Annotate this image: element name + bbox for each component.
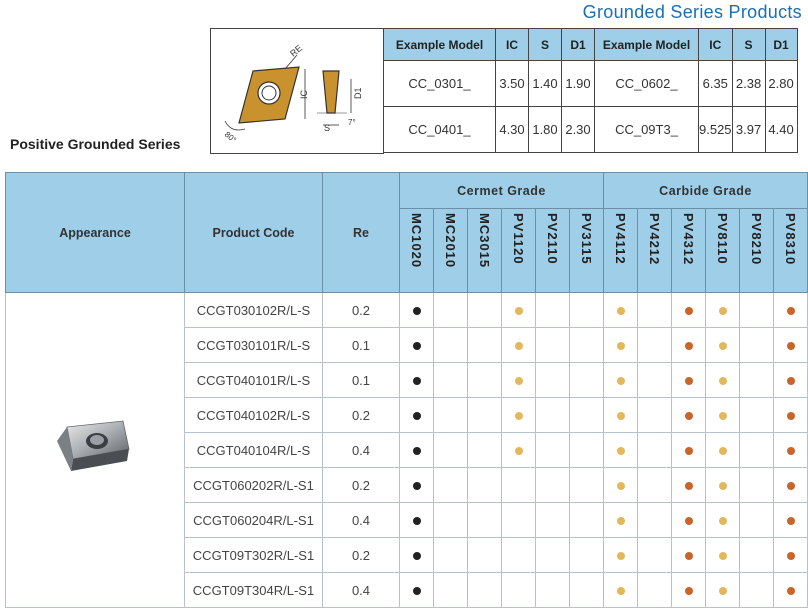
product-code-cell: CCGT040102R/L-S <box>185 398 323 433</box>
example-header: S <box>529 29 562 61</box>
grade-availability-cell <box>570 468 604 503</box>
grade-column-header <box>434 209 468 293</box>
re-cell: 0.4 <box>323 573 400 608</box>
grade-column-header <box>638 209 672 293</box>
grade-availability-cell <box>706 573 740 608</box>
re-cell: 0.2 <box>323 293 400 328</box>
yellow-dot-icon <box>719 587 727 595</box>
grade-availability-cell <box>706 468 740 503</box>
grade-availability-cell <box>604 503 638 538</box>
grade-availability-cell <box>536 468 570 503</box>
yellow-dot-icon <box>719 377 727 385</box>
yellow-dot-icon <box>719 412 727 420</box>
example-cell: CC_09T3_ <box>595 107 699 153</box>
example-header: S <box>732 29 765 61</box>
grade-availability-cell <box>740 503 774 538</box>
insert-photo <box>53 419 137 481</box>
grade-column-header <box>740 209 774 293</box>
grade-availability-cell <box>774 538 808 573</box>
grade-availability-cell <box>672 468 706 503</box>
grade-column-header <box>604 209 638 293</box>
appearance-header: Appearance <box>6 173 185 293</box>
series-label: Positive Grounded Series <box>10 136 181 152</box>
grade-availability-cell <box>638 398 672 433</box>
grade-availability-cell <box>774 363 808 398</box>
black-dot-icon <box>413 447 421 455</box>
grade-availability-cell <box>706 398 740 433</box>
grade-availability-cell <box>502 433 536 468</box>
grade-availability-cell <box>706 503 740 538</box>
product-code-cell: CCGT030102R/L-S <box>185 293 323 328</box>
grade-header-row <box>6 173 808 209</box>
grade-availability-cell <box>434 293 468 328</box>
example-cell: 4.40 <box>765 107 797 153</box>
grade-availability-cell <box>536 398 570 433</box>
orange-dot-icon <box>685 587 693 595</box>
grade-availability-cell <box>672 293 706 328</box>
grade-availability-cell <box>502 363 536 398</box>
orange-dot-icon <box>787 552 795 560</box>
yellow-dot-icon <box>719 552 727 560</box>
insert-diagram-svg <box>211 29 385 155</box>
yellow-dot-icon <box>617 517 625 525</box>
yellow-dot-icon <box>719 447 727 455</box>
example-row <box>384 107 798 153</box>
yellow-dot-icon <box>617 307 625 315</box>
product-code-cell: CCGT030101R/L-S <box>185 328 323 363</box>
re-cell: 0.2 <box>323 538 400 573</box>
black-dot-icon <box>413 377 421 385</box>
example-model-table <box>383 28 798 153</box>
example-header-row <box>384 29 798 61</box>
grade-availability-cell <box>740 538 774 573</box>
grade-name: MC3015 <box>477 213 492 269</box>
re-cell: 0.2 <box>323 468 400 503</box>
insert-diagram <box>210 28 384 154</box>
re-cell: 0.1 <box>323 328 400 363</box>
yellow-dot-icon <box>617 342 625 350</box>
grade-availability-cell <box>638 538 672 573</box>
grade-availability-cell <box>502 398 536 433</box>
grade-availability-cell <box>434 538 468 573</box>
orange-dot-icon <box>787 587 795 595</box>
orange-dot-icon <box>685 412 693 420</box>
grade-column-header <box>570 209 604 293</box>
grade-availability-cell <box>604 328 638 363</box>
grade-availability-cell <box>434 503 468 538</box>
grade-column-header <box>706 209 740 293</box>
grade-availability-cell <box>434 573 468 608</box>
black-dot-icon <box>413 552 421 560</box>
grade-availability-cell <box>536 328 570 363</box>
grade-table-body <box>6 293 808 608</box>
page-title: Grounded Series Products <box>582 2 802 22</box>
product-code-cell: CCGT040101R/L-S <box>185 363 323 398</box>
yellow-dot-icon <box>617 447 625 455</box>
s-label: S <box>324 123 331 133</box>
orange-dot-icon <box>787 307 795 315</box>
orange-dot-icon <box>787 342 795 350</box>
grade-table <box>5 172 808 608</box>
grade-availability-cell <box>638 363 672 398</box>
grade-availability-cell <box>536 503 570 538</box>
example-cell: CC_0301_ <box>384 61 496 107</box>
grade-availability-cell <box>604 398 638 433</box>
grade-availability-cell <box>400 328 434 363</box>
grade-name: MC2010 <box>443 213 458 269</box>
grade-availability-cell <box>740 328 774 363</box>
example-cell: CC_0401_ <box>384 107 496 153</box>
d1-label: D1 <box>353 87 363 99</box>
grade-column-header <box>502 209 536 293</box>
grade-availability-cell <box>672 398 706 433</box>
grade-name: PV1120 <box>511 213 526 265</box>
grade-availability-cell <box>774 573 808 608</box>
grade-availability-cell <box>536 538 570 573</box>
grade-availability-cell <box>638 468 672 503</box>
grade-availability-cell <box>638 328 672 363</box>
yellow-dot-icon <box>617 412 625 420</box>
grade-availability-cell <box>468 293 502 328</box>
product-code-header: Product Code <box>185 173 323 293</box>
re-cell: 0.1 <box>323 363 400 398</box>
grade-availability-cell <box>706 293 740 328</box>
grade-availability-cell <box>740 573 774 608</box>
grade-availability-cell <box>774 398 808 433</box>
orange-dot-icon <box>685 447 693 455</box>
grade-availability-cell <box>570 363 604 398</box>
grade-availability-cell <box>468 363 502 398</box>
yellow-dot-icon <box>515 342 523 350</box>
grade-availability-cell <box>604 573 638 608</box>
grade-availability-cell <box>536 363 570 398</box>
grade-column-header <box>774 209 808 293</box>
grade-availability-cell <box>570 293 604 328</box>
grade-availability-cell <box>468 468 502 503</box>
grade-name: PV2110 <box>545 213 560 265</box>
product-code-cell: CCGT09T304R/L-S1 <box>185 573 323 608</box>
example-cell: CC_0602_ <box>595 61 699 107</box>
grade-name: PV8310 <box>783 213 798 266</box>
grade-availability-cell <box>400 468 434 503</box>
grade-availability-cell <box>774 328 808 363</box>
re-cell: 0.4 <box>323 433 400 468</box>
product-code-cell: CCGT060204R/L-S1 <box>185 503 323 538</box>
grade-name: PV4312 <box>681 213 696 266</box>
grade-availability-cell <box>774 433 808 468</box>
grade-availability-cell <box>400 293 434 328</box>
grade-availability-cell <box>536 573 570 608</box>
orange-dot-icon <box>685 307 693 315</box>
grade-availability-cell <box>740 468 774 503</box>
grade-column-header <box>536 209 570 293</box>
example-cell: 9.525 <box>699 107 733 153</box>
grade-availability-cell <box>740 293 774 328</box>
orange-dot-icon <box>787 412 795 420</box>
grade-availability-cell <box>706 328 740 363</box>
grade-availability-cell <box>570 503 604 538</box>
grade-column-header <box>400 209 434 293</box>
yellow-dot-icon <box>719 517 727 525</box>
grade-availability-cell <box>638 503 672 538</box>
example-row <box>384 61 798 107</box>
grade-column-header <box>468 209 502 293</box>
grade-availability-cell <box>434 468 468 503</box>
grade-availability-cell <box>536 433 570 468</box>
grade-availability-cell <box>672 433 706 468</box>
grade-availability-cell <box>672 328 706 363</box>
grade-availability-cell <box>468 433 502 468</box>
grade-name: MC1020 <box>409 213 424 269</box>
example-cell: 4.30 <box>496 107 529 153</box>
orange-dot-icon <box>787 482 795 490</box>
example-header: Example Model <box>595 29 699 61</box>
grade-availability-cell <box>570 328 604 363</box>
yellow-dot-icon <box>515 307 523 315</box>
grade-availability-cell <box>740 363 774 398</box>
grade-availability-cell <box>604 293 638 328</box>
example-cell: 6.35 <box>699 61 733 107</box>
grade-availability-cell <box>570 573 604 608</box>
yellow-dot-icon <box>617 587 625 595</box>
example-header: IC <box>496 29 529 61</box>
grade-availability-cell <box>672 538 706 573</box>
yellow-dot-icon <box>719 307 727 315</box>
orange-dot-icon <box>787 377 795 385</box>
example-cell: 2.38 <box>732 61 765 107</box>
grade-availability-cell <box>706 433 740 468</box>
example-header: D1 <box>562 29 595 61</box>
grade-name: PV8110 <box>715 213 730 265</box>
grade-availability-cell <box>672 363 706 398</box>
grade-availability-cell <box>434 433 468 468</box>
grade-availability-cell <box>434 398 468 433</box>
grade-availability-cell <box>672 503 706 538</box>
table-row <box>6 293 808 328</box>
re-header: Re <box>323 173 400 293</box>
grade-availability-cell <box>638 573 672 608</box>
yellow-dot-icon <box>719 342 727 350</box>
grade-availability-cell <box>774 293 808 328</box>
example-header: Example Model <box>384 29 496 61</box>
grade-availability-cell <box>570 538 604 573</box>
example-cell: 1.90 <box>562 61 595 107</box>
appearance-cell <box>6 293 185 608</box>
grade-availability-cell <box>604 363 638 398</box>
yellow-dot-icon <box>515 377 523 385</box>
yellow-dot-icon <box>617 552 625 560</box>
grade-availability-cell <box>570 398 604 433</box>
yellow-dot-icon <box>617 377 625 385</box>
orange-dot-icon <box>685 517 693 525</box>
grade-availability-cell <box>774 503 808 538</box>
orange-dot-icon <box>685 482 693 490</box>
grade-availability-cell <box>774 468 808 503</box>
orange-dot-icon <box>787 447 795 455</box>
grade-name: PV3115 <box>579 213 594 265</box>
black-dot-icon <box>413 307 421 315</box>
grade-availability-cell <box>706 538 740 573</box>
grade-availability-cell <box>468 503 502 538</box>
grade-name: PV8210 <box>749 213 764 266</box>
orange-dot-icon <box>787 517 795 525</box>
grade-availability-cell <box>536 293 570 328</box>
grade-availability-cell <box>502 573 536 608</box>
example-header: D1 <box>765 29 797 61</box>
yellow-dot-icon <box>515 412 523 420</box>
grade-availability-cell <box>672 573 706 608</box>
black-dot-icon <box>413 482 421 490</box>
product-code-cell: CCGT040104R/L-S <box>185 433 323 468</box>
grade-column-header <box>672 209 706 293</box>
grade-availability-cell <box>468 538 502 573</box>
grade-availability-cell <box>570 433 604 468</box>
example-cell: 2.30 <box>562 107 595 153</box>
grade-availability-cell <box>400 503 434 538</box>
grade-availability-cell <box>638 293 672 328</box>
grade-availability-cell <box>502 538 536 573</box>
example-cell: 3.97 <box>732 107 765 153</box>
grade-name: PV4212 <box>647 213 662 266</box>
grade-availability-cell <box>434 328 468 363</box>
grade-availability-cell <box>468 328 502 363</box>
re-cell: 0.4 <box>323 503 400 538</box>
orange-dot-icon <box>685 342 693 350</box>
example-cell: 1.80 <box>529 107 562 153</box>
yellow-dot-icon <box>617 482 625 490</box>
ic-label: IC <box>299 90 309 99</box>
grade-availability-cell <box>400 538 434 573</box>
product-code-cell: CCGT09T302R/L-S1 <box>185 538 323 573</box>
product-code-cell: CCGT060202R/L-S1 <box>185 468 323 503</box>
grade-name: PV4112 <box>613 213 628 265</box>
black-dot-icon <box>413 342 421 350</box>
example-cell: 1.40 <box>529 61 562 107</box>
re-cell: 0.2 <box>323 398 400 433</box>
grade-availability-cell <box>638 433 672 468</box>
grade-availability-cell <box>604 433 638 468</box>
grade-availability-cell <box>502 293 536 328</box>
grade-availability-cell <box>740 433 774 468</box>
cermet-grade-header: Cermet Grade <box>400 173 604 209</box>
grade-availability-cell <box>400 433 434 468</box>
angle-7-label: 7° <box>348 118 356 127</box>
example-cell: 3.50 <box>496 61 529 107</box>
black-dot-icon <box>413 517 421 525</box>
black-dot-icon <box>413 587 421 595</box>
grade-availability-cell <box>468 398 502 433</box>
grade-availability-cell <box>468 573 502 608</box>
grade-availability-cell <box>400 398 434 433</box>
orange-dot-icon <box>685 377 693 385</box>
yellow-dot-icon <box>515 447 523 455</box>
carbide-grade-header: Carbide Grade <box>604 173 808 209</box>
grade-availability-cell <box>400 573 434 608</box>
black-dot-icon <box>413 412 421 420</box>
grade-availability-cell <box>502 503 536 538</box>
grade-availability-cell <box>502 468 536 503</box>
grade-availability-cell <box>604 468 638 503</box>
angle-80-label: 80° <box>222 129 238 145</box>
re-label: RE <box>288 42 305 59</box>
grade-availability-cell <box>706 363 740 398</box>
example-header: IC <box>699 29 733 61</box>
grade-availability-cell <box>740 398 774 433</box>
example-cell: 2.80 <box>765 61 797 107</box>
orange-dot-icon <box>685 552 693 560</box>
grade-availability-cell <box>502 328 536 363</box>
grade-availability-cell <box>434 363 468 398</box>
grade-availability-cell <box>400 363 434 398</box>
yellow-dot-icon <box>719 482 727 490</box>
grade-availability-cell <box>604 538 638 573</box>
